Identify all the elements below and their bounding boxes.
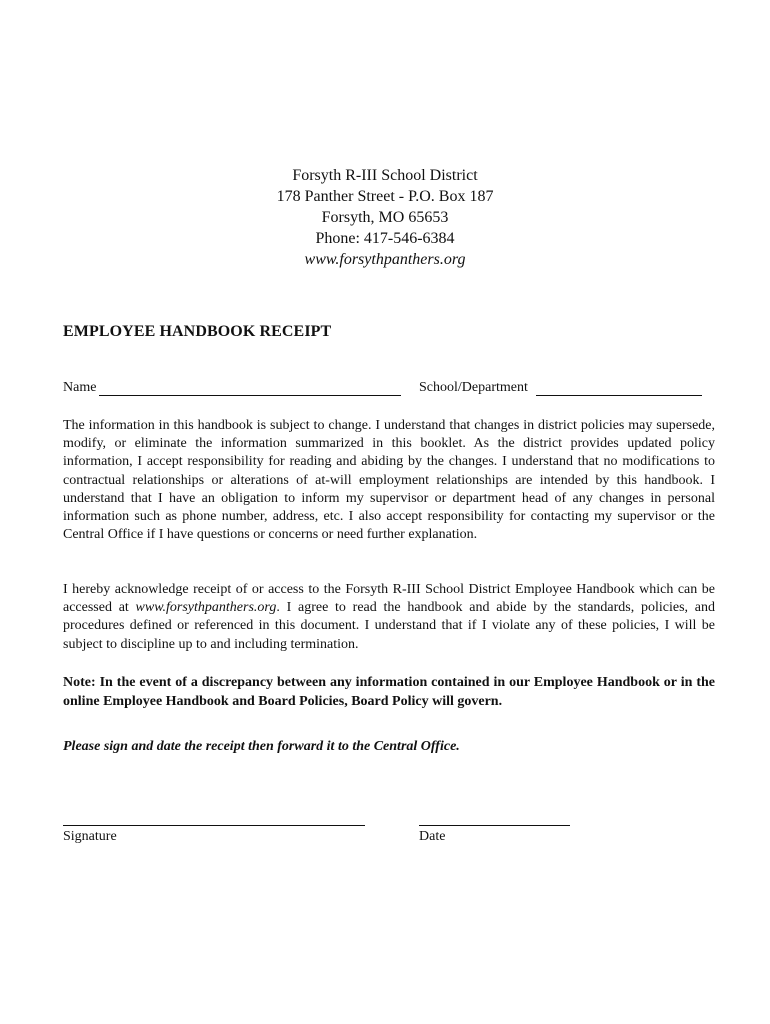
discrepancy-note: Note: In the event of a discrepancy between any information contained in our Employee Handbook or in the online Employee Handbook and Board Policies, Board Policy will govern. <box>63 675 715 709</box>
handbook-change-paragraph: The information in this handbook is subject to change. I understand that changes in district policies may supersede, modify, or eliminate the information summarized in this booklet. As the district provides updated policy information, I accept responsibility for reading and abiding by the changes. I understand that no modifications to contractual relationships or alterations of at-will employment relationships are intended by this handbook. I understand that I have an obligation to inform my supervisor or department head of any changes in personal information such as phone number, address, etc. I also accept responsibility for contacting my supervisor or the Central Office if I have questions or concerns or need further explanation. <box>63 418 715 543</box>
date-line[interactable] <box>419 825 570 826</box>
signing-instruction: Please sign and date the receipt then forward it to the Central Office. <box>63 739 460 754</box>
acknowledgement-text-part2: . I agree to read the handbook and abide by the standards, policies, and procedures defined or referenced in this document. I understand that if I violate any of these policies, I will be subject to discipline up to and including termination. <box>63 600 715 652</box>
department-label: School/Department <box>419 380 528 395</box>
district-name: Forsyth R-III School District <box>292 167 478 184</box>
acknowledgement-website-link[interactable]: www.forsythpanthers.org <box>135 600 277 616</box>
district-phone: Phone: 417-546-6384 <box>315 230 455 247</box>
acknowledgement-text-part1: I hereby acknowledge receipt of or access to the Forsyth R-III School District Employee Handbook which can be accessed at <box>63 582 715 616</box>
acknowledgement-paragraph <box>63 581 715 654</box>
name-department-fields <box>63 380 723 400</box>
page-title: EMPLOYEE HANDBOOK RECEIPT <box>63 323 332 340</box>
department-field-line[interactable] <box>536 395 702 396</box>
date-label: Date <box>419 829 446 844</box>
signature-line[interactable] <box>63 825 365 826</box>
district-address: 178 Panther Street - P.O. Box 187 <box>276 188 494 205</box>
name-field-line[interactable] <box>99 395 401 396</box>
name-label: Name <box>63 380 97 395</box>
district-city-state-zip: Forsyth, MO 65653 <box>321 209 449 226</box>
district-website-link[interactable]: www.forsythpanthers.org <box>304 251 466 268</box>
signature-label: Signature <box>63 829 117 844</box>
district-header <box>0 165 770 270</box>
